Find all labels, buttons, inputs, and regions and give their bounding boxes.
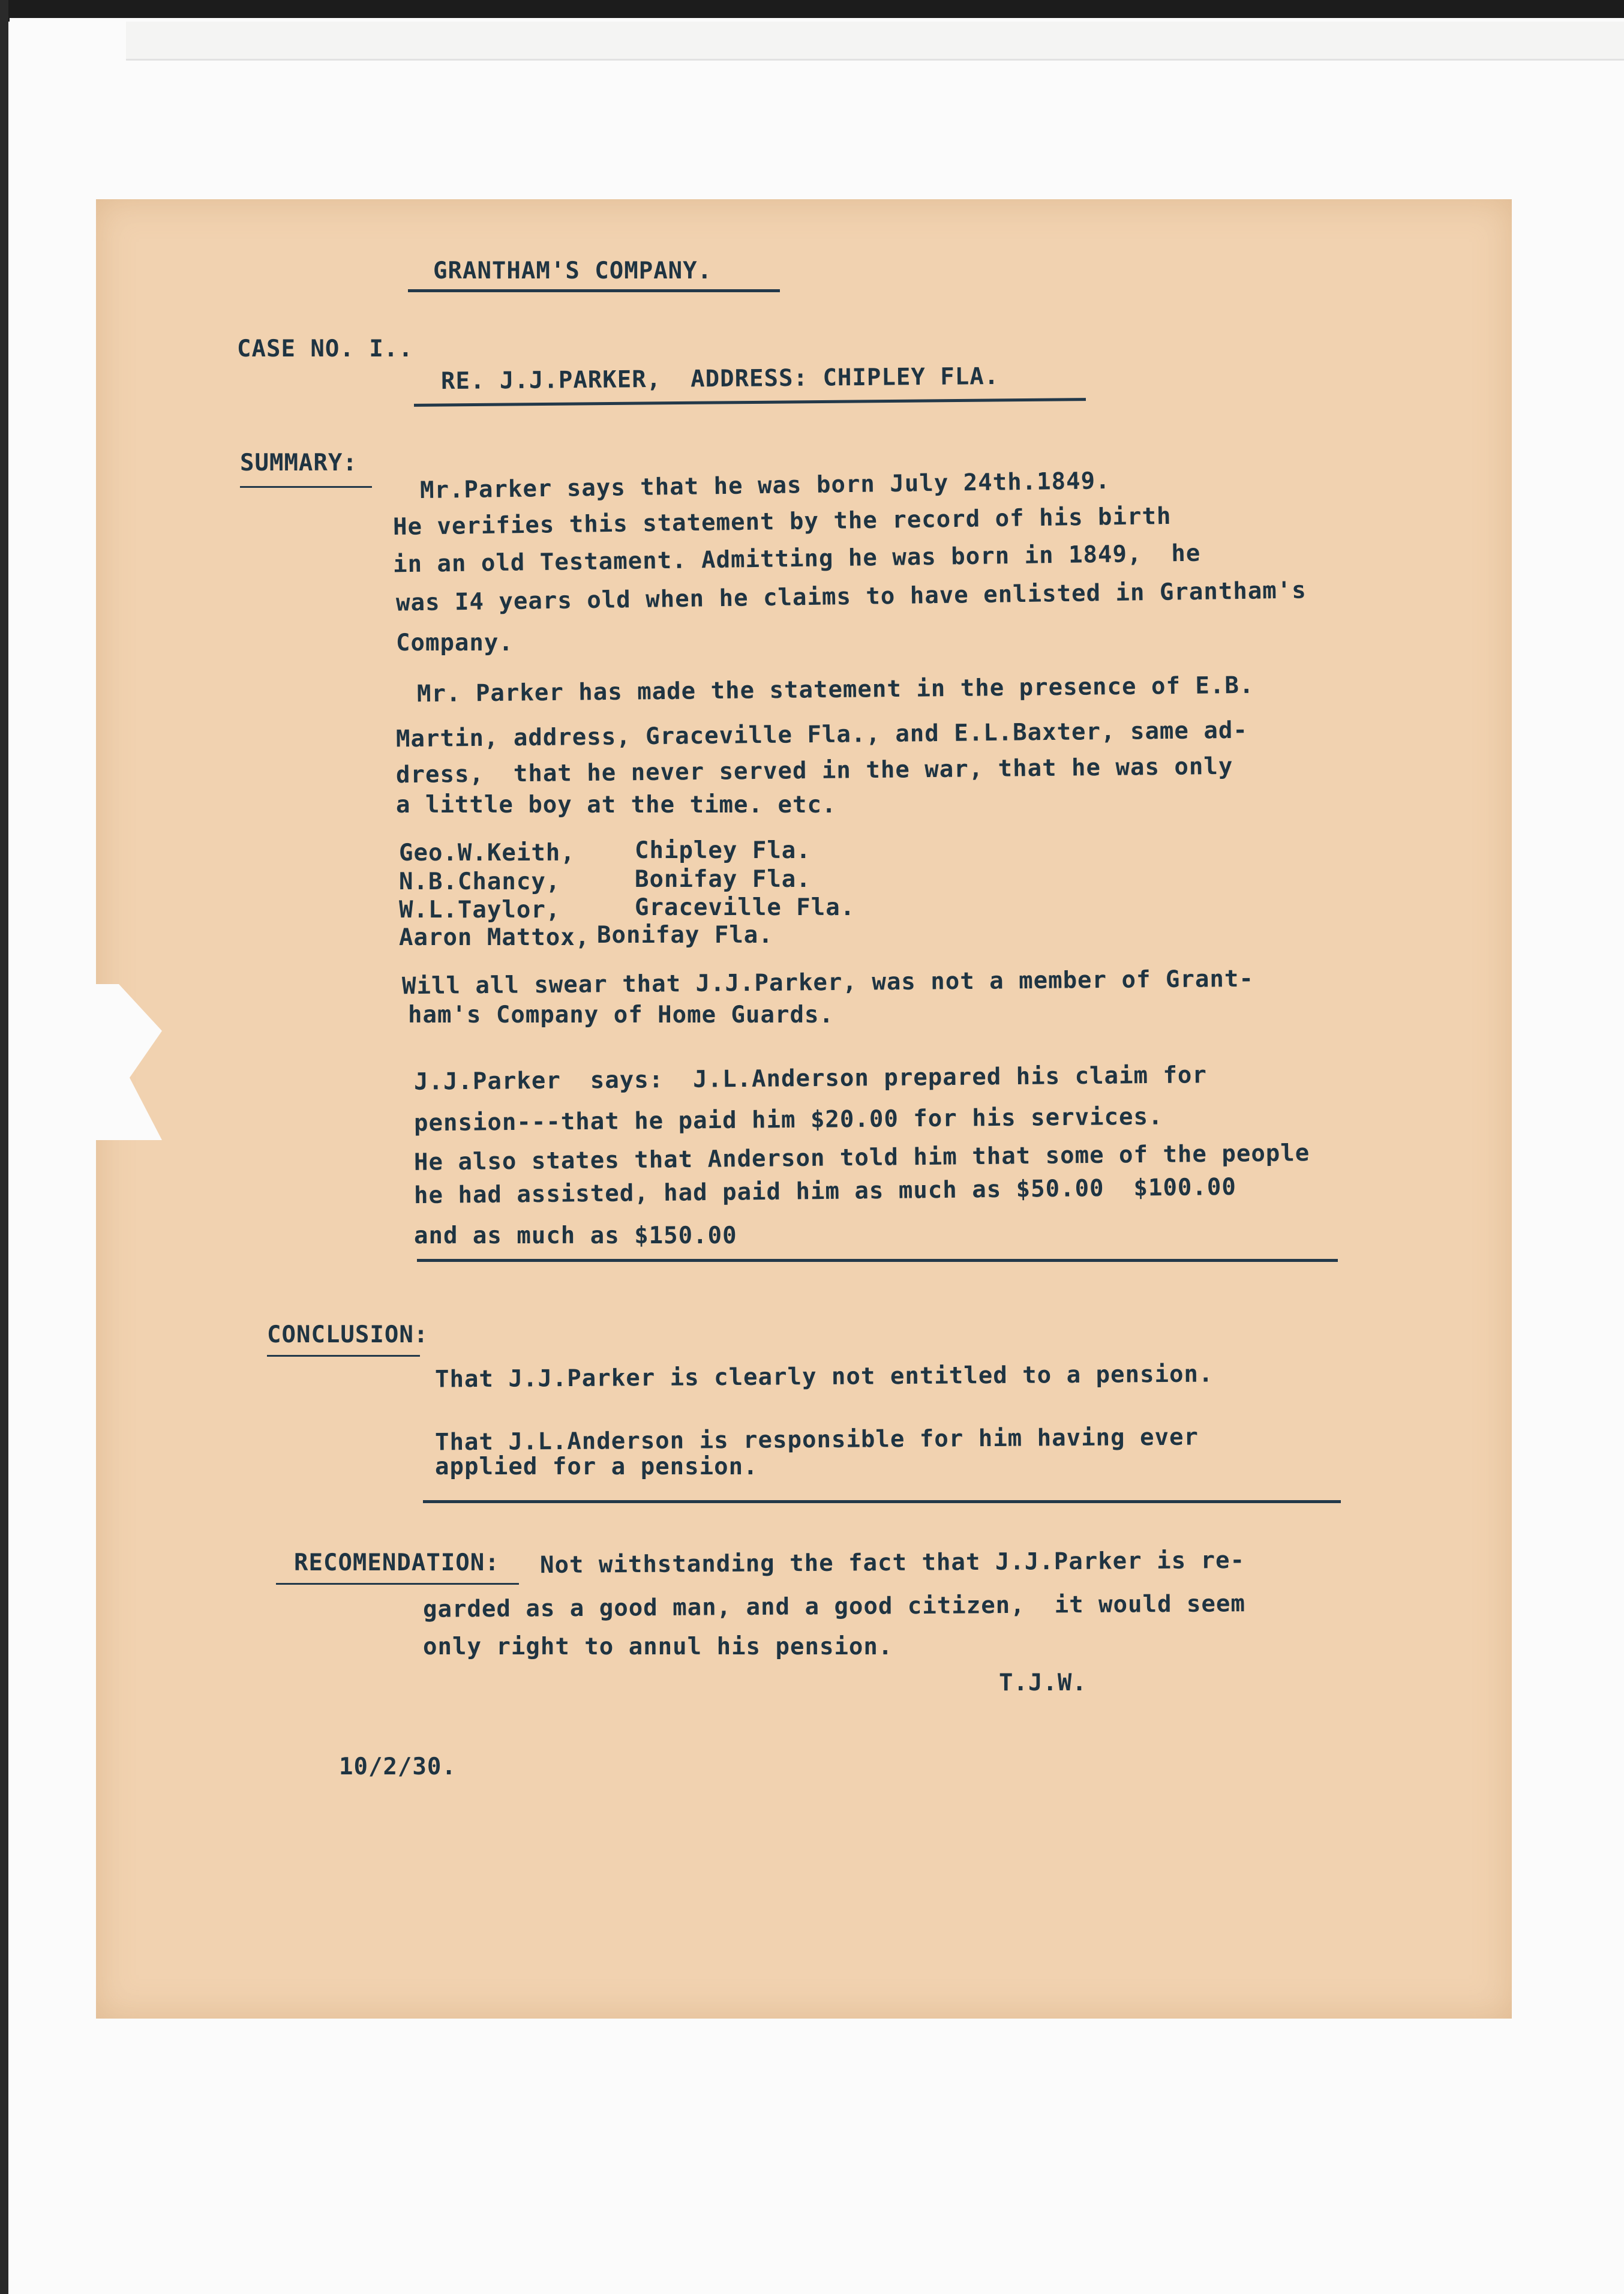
witness-name: Aaron Mattox,	[399, 924, 590, 951]
recommendation-label: RECOMENDATION:	[294, 1549, 500, 1576]
witness-name: Geo.W.Keith,	[399, 839, 575, 866]
witness-name: W.L.Taylor,	[399, 896, 561, 923]
recommendation-line: Not withstanding the fact that J.J.Parker is re-	[539, 1546, 1245, 1579]
conclusion-end-rule	[423, 1500, 1341, 1503]
summary-para3-line: Will all swear that J.J.Parker, was not a member of Grant-	[401, 965, 1254, 1000]
summary-para4-line: He also states that Anderson told him that some of the people	[413, 1139, 1310, 1176]
summary-para2-line: Mr. Parker has made the statement in the presence of E.B.	[416, 671, 1254, 708]
summary-para1-line: He verifies this statement by the record of his birth	[392, 502, 1172, 541]
summary-para1-line: in an old Testament. Admitting he was born in 1849, he	[392, 539, 1201, 578]
company-heading: GRANTHAM'S COMPANY.	[433, 257, 713, 284]
summary-para2-line: a little boy at the time. etc.	[396, 791, 837, 818]
summary-para3-line: ham's Company of Home Guards.	[408, 1001, 834, 1028]
summary-para1-line: Mr.Parker says that he was born July 24th.1849.	[419, 467, 1110, 505]
summary-para1-line: was I4 years old when he claims to have enlisted in Grantham's	[395, 577, 1307, 617]
summary-para1-line: Company.	[396, 629, 514, 656]
summary-para2-line: Martin, address, Graceville Fla., and E.L.Baxter, same ad-	[395, 716, 1248, 753]
conclusion-label-underline	[267, 1355, 420, 1357]
summary-para4-line: and as much as $150.00	[414, 1222, 737, 1249]
summary-label: SUMMARY:	[240, 449, 358, 476]
document-date: 10/2/30.	[339, 1753, 457, 1780]
scanner-edge-left	[0, 0, 8, 2294]
summary-para4-line: he had assisted, had paid him as much as $50.00 $100.00	[413, 1173, 1237, 1210]
conclusion-line: applied for a pension.	[435, 1453, 758, 1480]
summary-para4-line: J.J.Parker says: J.L.Anderson prepared his claim for	[413, 1061, 1208, 1096]
witness-place: Bonifay Fla.	[635, 866, 811, 893]
witness-name: N.B.Chancy,	[399, 868, 561, 895]
witness-place: Bonifay Fla.	[597, 922, 773, 949]
conclusion-line: That J.J.Parker is clearly not entitled to a pension.	[434, 1360, 1214, 1393]
witness-place: Graceville Fla.	[635, 894, 855, 921]
witness-place: Chipley Fla.	[635, 837, 811, 864]
initials: T.J.W.	[999, 1669, 1087, 1696]
top-paper-slip	[126, 22, 1624, 61]
recommendation-label-underline	[276, 1583, 519, 1585]
re-line: RE. J.J.PARKER, ADDRESS: CHIPLEY FLA.	[440, 362, 999, 395]
summary-para4-line: pension---that he paid him $20.00 for his services.	[413, 1103, 1163, 1137]
case-number: CASE NO. I..	[237, 335, 413, 362]
summary-para2-line: dress, that he never served in the war, that he was only	[395, 752, 1233, 789]
recommendation-line: only right to annul his pension.	[423, 1633, 893, 1660]
recommendation-line: garded as a good man, and a good citizen, it would seem	[422, 1590, 1246, 1623]
conclusion-line: That J.L.Anderson is responsible for him having ever	[434, 1423, 1199, 1456]
company-underline	[408, 289, 780, 292]
summary-label-underline	[240, 486, 372, 488]
summary-end-rule	[417, 1259, 1338, 1262]
conclusion-label: CONCLUSION:	[267, 1321, 429, 1348]
